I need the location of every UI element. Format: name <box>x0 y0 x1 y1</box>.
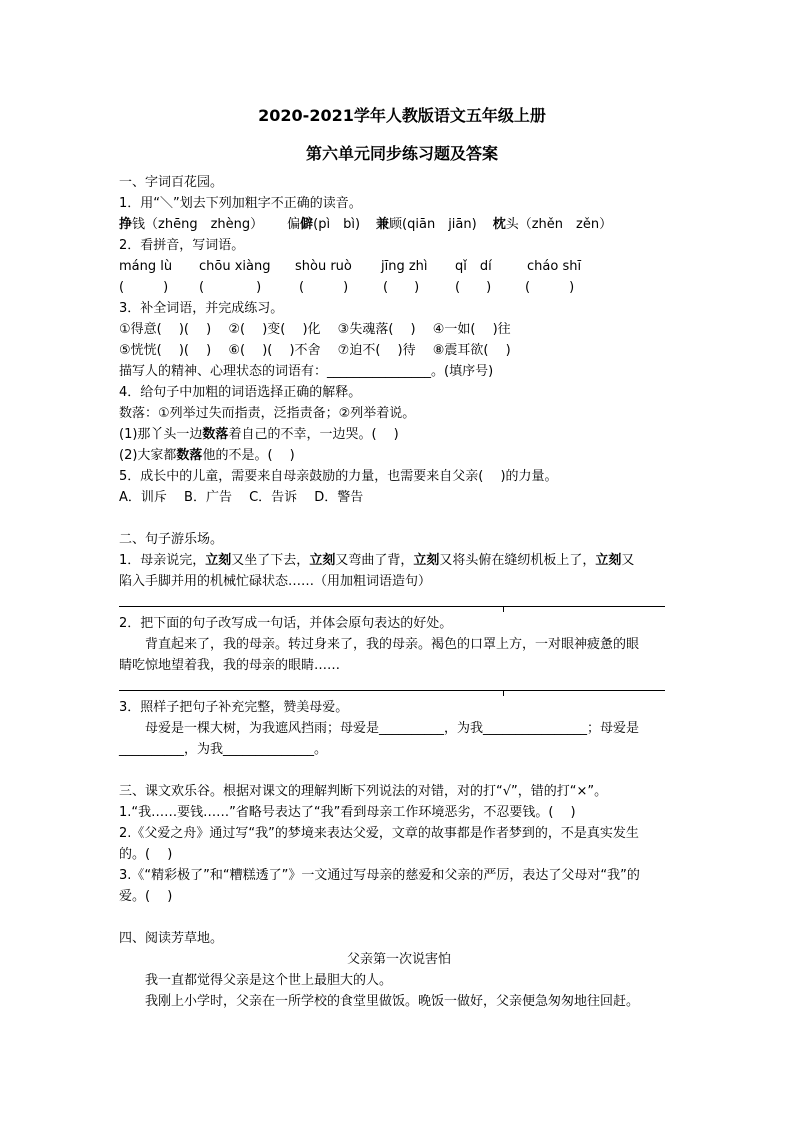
answer-line <box>119 592 665 607</box>
answer-line <box>119 676 665 691</box>
worksheet-subtitle: 第六单元同步练习题及答案 <box>305 144 498 163</box>
bold-char: 挣 <box>119 217 133 232</box>
sentence-1 <box>119 424 679 445</box>
story-title: 父亲第一次说害怕 <box>346 952 451 967</box>
item-text: 顾(qiān jiān) <box>389 217 477 232</box>
item-text: (pì bì) <box>313 217 361 232</box>
answer-blank: ( ) <box>525 280 575 295</box>
definition: 数落：①列举过失而指责，泛指责备；②列举着说。 <box>119 406 416 421</box>
section-2-heading: 二、句子游乐场。 <box>119 532 224 547</box>
bold-word: 数落 <box>202 427 229 442</box>
bold-word: 立刻 <box>595 553 622 568</box>
question-2-1 <box>119 550 679 571</box>
bold-char: 枕 <box>492 217 506 232</box>
item-text: 偏 <box>287 217 301 232</box>
question-1-3: 3．补全词语，并完成练习。 <box>119 301 284 316</box>
text: 又将头俯在缝纫机板上了， <box>439 553 596 568</box>
bold-word: 立刻 <box>413 553 440 568</box>
question-2-2-text2: 睛吃惊地望着我，我的母亲的眼睛…… <box>119 658 341 673</box>
text: (1)那丫头一边 <box>119 427 203 442</box>
question-3-3-cont: 爱。( ) <box>119 889 173 904</box>
text: 他的不是。( ) <box>202 448 295 463</box>
question-1-5-options: A．训斥 B．广告 C．告诉 D．警告 <box>119 490 364 505</box>
question-1-5: 5．成长中的儿童，需要来自母亲鼓励的力量，也需要来自父亲( )的力量。 <box>119 469 558 484</box>
text: 又 <box>621 553 635 568</box>
bold-word: 立刻 <box>309 553 336 568</box>
question-2-3: 3．照样子把句子补充完整，赞美母爱。 <box>119 700 349 715</box>
answer-blank: ( ) <box>455 280 492 295</box>
pinyin-row <box>119 256 679 277</box>
bold-char: 僻 <box>300 217 314 232</box>
question-3-2-cont: 的。( ) <box>119 847 173 862</box>
question-1-1: 1．用“＼”划去下列加粗字不正确的读音。 <box>119 196 362 211</box>
answer-blank: ( ) <box>119 280 169 295</box>
section-1-heading: 一、字词百花园。 <box>119 175 224 190</box>
text: 着自己的不幸，一边哭。( ) <box>228 427 399 442</box>
item-text: 头（zhěn zěn） <box>505 217 613 232</box>
answer-blank: ( ) <box>199 280 262 295</box>
sentence-2 <box>119 445 679 466</box>
question-1-4: 4．给句子中加粗的词语选择正确的解释。 <box>119 385 362 400</box>
story-paragraph: 我一直都觉得父亲是这个世上最胆大的人。 <box>145 973 393 988</box>
text: (2)大家都 <box>119 448 177 463</box>
answer-blank: ( ) <box>383 280 420 295</box>
question-3-1: 1.“我……要钱……”省略号表达了“我”看到母亲工作环境恶劣，不忍要钱。( ) <box>119 805 576 820</box>
question-2-1-line2: 陷入手脚并用的机械忙碌状态……（用加粗词语造句） <box>119 574 432 589</box>
text: 1．母亲说完， <box>119 553 206 568</box>
bold-word: 数落 <box>176 448 203 463</box>
answer-blank: ( ) <box>299 280 349 295</box>
item-text: 钱（zhēng zhèng） <box>132 217 264 232</box>
pinyin: qǐ dí <box>455 259 492 274</box>
pinyin: máng lù <box>119 259 173 274</box>
section-4-heading: 四、阅读芳草地。 <box>119 931 224 946</box>
story-paragraph: 我刚上小学时，父亲在一所学校的食堂里做饭。晚饭一做好，父亲便急匆匆地往回赶。 <box>145 994 640 1009</box>
question-3-3: 3.《“精彩极了”和“糟糕透了”》一文通过写母亲的慈爱和父亲的严厉，表达了父母对“我”的 <box>119 868 640 883</box>
pinyin: cháo shī <box>527 259 582 274</box>
idiom-row-2: ⑤恍恍( )( ) ⑥( )( )不舍 ⑦迫不( )待 ⑧震耳欲( ) <box>119 343 511 358</box>
pinyin: shòu ruò <box>295 259 352 274</box>
worksheet <box>119 106 679 1012</box>
bold-word: 立刻 <box>205 553 232 568</box>
question-1-2: 2．看拼音，写词语。 <box>119 238 245 253</box>
question-1-1-items <box>119 214 679 235</box>
pinyin: chōu xiàng <box>199 259 271 274</box>
section-3-heading: 三、课文欢乐谷。根据对课文的理解判断下列说法的对错，对的打“√”，错的打“×”。 <box>119 784 608 799</box>
question-2-3-text2: __________，为我______________。 <box>119 742 328 757</box>
worksheet-title: 2020-2021学年人教版语文五年级上册 <box>258 106 546 125</box>
text: 又弯曲了背， <box>335 553 414 568</box>
question-2-3-text: 母爱是一棵大树，为我遮风挡雨；母爱是__________，为我________________；母爱是 <box>145 721 640 736</box>
question-3-2: 2.《父爱之舟》通过写“我”的梦境来表达父爱，文章的故事都是作者梦到的，不是真实发生 <box>119 826 639 841</box>
question-2-2: 2．把下面的句子改写成一句话，并体会原句表达的好处。 <box>119 616 453 631</box>
text: 又坐了下去， <box>231 553 310 568</box>
question-2-2-text: 背直起来了，我的母亲。转过身来了，我的母亲。褐色的口罩上方，一对眼神疲惫的眼 <box>145 637 640 652</box>
idiom-row-1: ①得意( )( ) ②( )变( )化 ③失魂落( ) ④一如( )往 <box>119 322 511 337</box>
idiom-fill: 描写人的精神、心理状态的词语有：________________。(填序号) <box>119 364 494 379</box>
bold-char: 兼 <box>376 217 390 232</box>
answer-parens-row <box>119 277 679 298</box>
pinyin: jīng zhì <box>381 259 428 274</box>
